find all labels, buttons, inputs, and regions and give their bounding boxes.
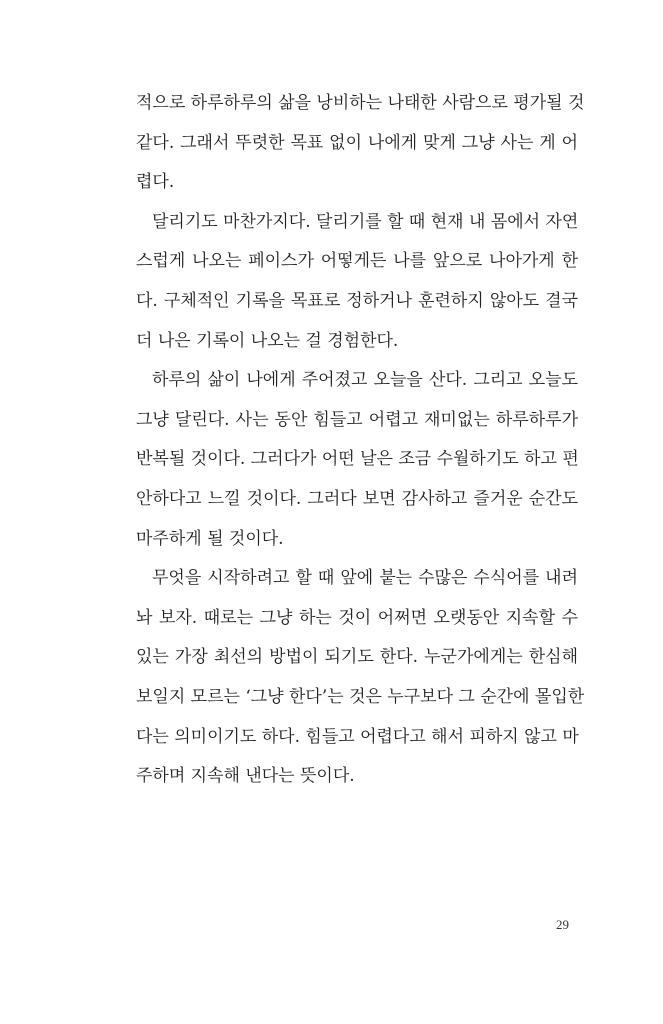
text-line: 렵다.: [136, 172, 175, 193]
text-line: 적으로 하루하루의 삶을 낭비하는 나태한 사람으로 평가될 것: [136, 93, 585, 113]
text-line: 같다. 그래서 뚜렷한 목표 없이 나에게 맞게 그냥 사는 게 어: [136, 132, 578, 153]
text-line: 놔 보자. 때로는 그냥 하는 것이 어쩌면 오랫동안 지속할 수: [136, 607, 578, 628]
text-line: 무엇을 시작하려고 할 때 앞에 붙는 수많은 수식어를 내려: [152, 568, 578, 589]
text-line: 다. 구체적인 기록을 목표로 정하거나 훈련하지 않아도 결국: [136, 290, 578, 311]
text-line: 반복될 것이다. 그러다가 어떤 날은 조금 수월하기도 하고 편: [136, 449, 579, 470]
paragraph: [136, 565, 585, 803]
text-line: 마주하게 될 것이다.: [136, 528, 284, 549]
text-line: 달리기도 마찬가지다. 달리기를 할 때 현재 내 몸에서 자연: [152, 211, 579, 232]
text-line: 있는 가장 최선의 방법이 되기도 한다. 누군가에게는 한심해: [136, 647, 578, 668]
paragraph: [136, 367, 578, 565]
text-line: 다는 의미이기도 하다. 힘들고 어렵다고 해서 피하지 않고 마: [136, 726, 579, 747]
body-text: [136, 90, 585, 803]
text-line: 보일지 모르는 ‘그냥 한다’는 것은 누구보다 그 순간에 몰입한: [136, 686, 585, 707]
text-line: 더 나은 기록이 나오는 걸 경험한다.: [136, 330, 399, 351]
paragraph: [136, 90, 585, 209]
page-number: 29: [556, 917, 569, 932]
text-line: 안하다고 느낄 것이다. 그러다 보면 감사하고 즐거운 순간도: [136, 488, 578, 509]
text-line: 주하며 지속해 낸다는 뜻이다.: [136, 766, 355, 787]
text-line: 스럽게 나오는 페이스가 어떻게든 나를 앞으로 나아가게 한: [136, 251, 578, 272]
paragraph: [136, 209, 578, 367]
text-line: 하루의 삶이 나에게 주어졌고 오늘을 산다. 그리고 오늘도: [152, 370, 578, 391]
text-line: 그냥 달린다. 사는 동안 힘들고 어렵고 재미없는 하루하루가: [136, 409, 578, 430]
